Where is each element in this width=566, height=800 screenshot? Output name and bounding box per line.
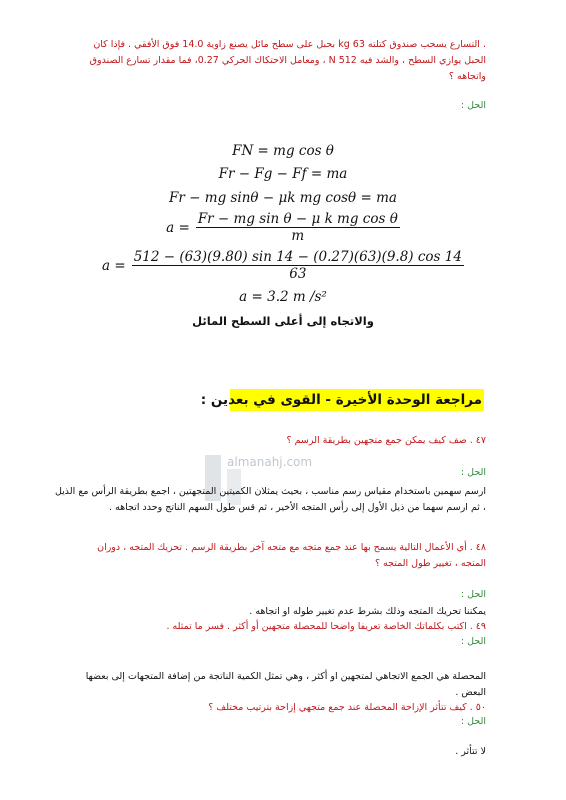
problem-line-2: الحبل يوازي السطح ، والشد فيه 512 N ، ومعامل الاحتكاك الحركي 0.27، فما مقدار تسارع الصندوق: [89, 55, 486, 66]
question-48-line-2: المتجه ، تغيير طول المتجه ؟: [374, 558, 486, 569]
question-47: ٤٧ . صف كيف يمكن جمع متجهين بطريقة الرسم ؟: [286, 435, 486, 446]
q47-answer-label: الحل :: [460, 467, 486, 478]
section-title: مراجعة الوحدة الأخيرة - القوى في بعدين :: [200, 392, 482, 408]
question-50: ٥٠ . كيف تتأثر الإزاحة المحصلة عند جمع متجهي إزاحة بترتيب مختلف ؟: [208, 702, 486, 713]
equation-net-force: Fr − Fg − Ff = ma: [218, 166, 348, 182]
eq4-numerator: Fr − mg sin θ − μ k mg cos θ: [197, 211, 398, 227]
q49-answer-line-1: المحصلة هي الجمع الاتجاهي لمتجهين او أكثر ، وهي تمثل الكمية الناتجة من إضافة المتجهات إلى بعضها: [85, 671, 486, 682]
problem-answer-label: الحل :: [460, 100, 486, 111]
equation-normal-force: FN = mg cos θ: [232, 143, 334, 159]
eq4-fraction: [196, 211, 400, 244]
watermark-text: almanahj.com: [227, 455, 313, 469]
eq4-lhs: a =: [166, 219, 190, 236]
equation-expanded: Fr − mg sinθ − μk mg cosθ = ma: [169, 190, 397, 206]
eq5-lhs: a =: [102, 257, 126, 274]
question-49: ٤٩ . اكتب بكلماتك الخاصة تعريفا واضحا للمحصلة متجهين أو أكثر . فسر ما تمثله .: [166, 621, 486, 632]
q49-answer-line-2: البعض .: [455, 687, 486, 698]
direction-statement: والاتجاه إلى أعلى السطح المائل: [192, 314, 374, 328]
eq5-fraction: [132, 249, 464, 282]
q50-answer: لا تتأثر .: [455, 746, 486, 757]
q48-answer: يمكننا تحريك المتجه وذلك بشرط عدم تغيير طوله او اتجاهه .: [249, 606, 486, 617]
q48-answer-label: الحل :: [460, 589, 486, 600]
problem-line-3: واتجاهه ؟: [448, 71, 486, 82]
q50-answer-label: الحل :: [460, 716, 486, 727]
q47-answer-line-2: ، ثم ارسم سهما من ذيل الأول إلى رأس المتجه الأخير ، ثم قس طول السهم الناتج وحدد اتجاهه .: [109, 502, 486, 513]
eq5-denominator: 63: [289, 266, 307, 282]
question-48-line-1: ٤٨ . أي الأعمال التالية يسمح بها عند جمع متجه مع متجه آخر بطريقة الرسم . تحريك المتجه ، دوران: [97, 542, 486, 553]
eq5-numerator: 512 − (63)(9.80) sin 14 − (0.27)(63)(9.8) cos 14: [133, 249, 462, 265]
equation-result: a = 3.2 m /s²: [239, 289, 327, 305]
eq4-denominator: m: [291, 228, 305, 244]
equation-acceleration-numeric: [0, 249, 566, 282]
q47-answer-line-1: ارسم سهمين باستخدام مقياس رسم مناسب ، بحيث يمثلان الكميتين المتجهتين ، اجمع بطريقة الرأس مع الذيل: [54, 486, 486, 497]
q49-answer-label: الحل :: [460, 636, 486, 647]
problem-line-1: . التسارع يسحب صندوق كتلته 63 kg بحبل على سطح مائل يصنع زاوية 14.0 فوق الأفقي . فإذا كان: [93, 39, 486, 50]
equation-acceleration-symbolic: [0, 211, 566, 244]
